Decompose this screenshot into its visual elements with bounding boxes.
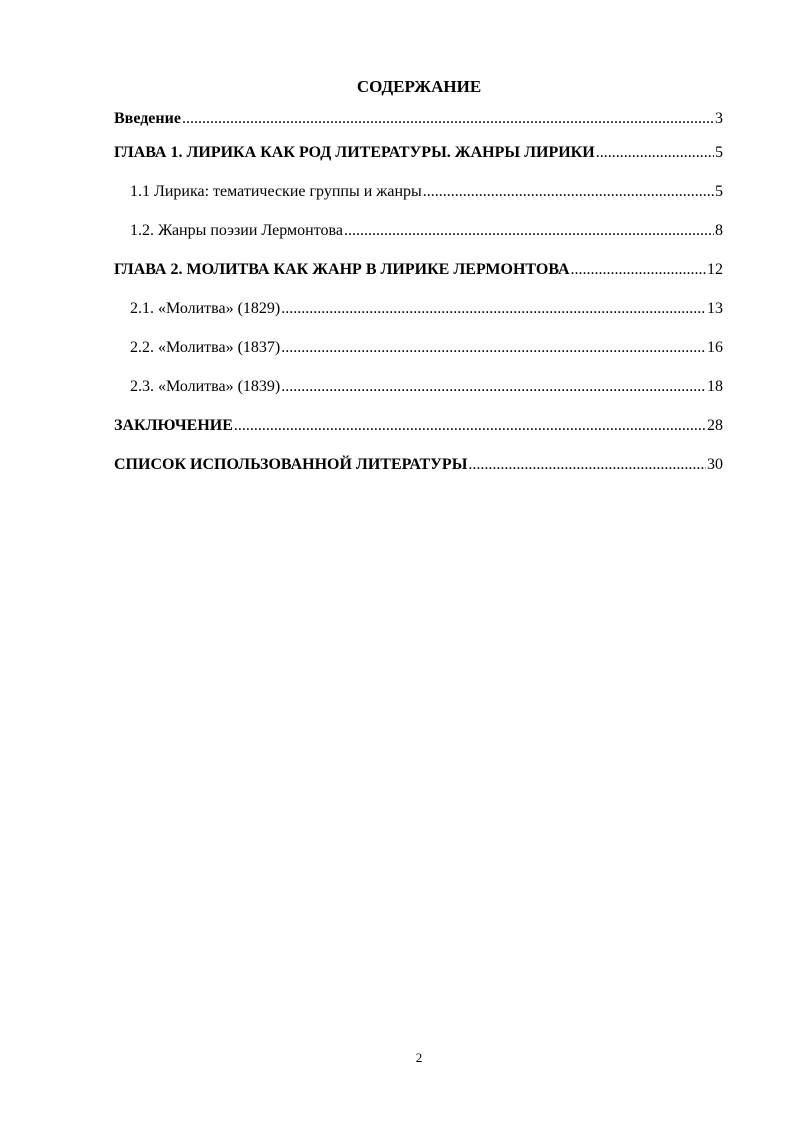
- toc-entry-introduction[interactable]: [114, 108, 723, 135]
- toc-page-number: 5: [715, 183, 723, 200]
- toc-entry-text: 1.2. Жанры поэзии Лермонтова: [130, 222, 343, 239]
- toc-page-number: 13: [707, 300, 723, 317]
- toc-entry-text: ГЛАВА 2. МОЛИТВА КАК ЖАНР В ЛИРИКЕ ЛЕРМОНТОВА: [114, 261, 570, 278]
- dot-leader: [182, 108, 714, 130]
- table-of-contents: [114, 108, 723, 493]
- toc-entry-text: 2.1. «Молитва» (1829): [130, 300, 281, 317]
- toc-entry-chapter-1[interactable]: [114, 142, 723, 181]
- toc-page-number: 8: [715, 222, 723, 239]
- toc-title: СОДЕРЖАНИЕ: [356, 77, 482, 96]
- toc-entry-text: СПИСОК ИСПОЛЬЗОВАННОЙ ЛИТЕРАТУРЫ: [114, 456, 468, 473]
- toc-page-number: 16: [707, 339, 723, 356]
- dot-leader: [596, 142, 714, 164]
- toc-page-number: 3: [715, 110, 723, 127]
- toc-entry-text: 2.2. «Молитва» (1837): [130, 339, 281, 356]
- toc-entry-bibliography[interactable]: [114, 454, 723, 493]
- toc-entry-chapter-2[interactable]: [114, 259, 723, 298]
- toc-entry-section-1-1[interactable]: [114, 181, 723, 220]
- toc-entry-text: Введение: [114, 110, 181, 127]
- toc-entry-section-2-3[interactable]: [114, 376, 723, 415]
- dot-leader: [344, 220, 714, 242]
- dot-leader: [468, 454, 706, 476]
- dot-leader: [571, 259, 706, 281]
- toc-entry-text: 2.3. «Молитва» (1839): [130, 378, 281, 395]
- toc-entry-text: ГЛАВА 1. ЛИРИКА КАК РОД ЛИТЕРАТУРЫ. ЖАНРЫ ЛИРИКИ: [114, 144, 595, 161]
- toc-page-number: 28: [707, 417, 723, 434]
- toc-entry-section-1-2[interactable]: [114, 220, 723, 259]
- dot-leader: [281, 376, 706, 398]
- toc-entry-text: 1.1 Лирика: тематические группы и жанры: [130, 183, 422, 200]
- toc-entry-conclusion[interactable]: [114, 415, 723, 454]
- dot-leader: [234, 415, 706, 437]
- dot-leader: [281, 298, 706, 320]
- toc-page-number: 5: [715, 144, 723, 161]
- toc-page-number: 18: [707, 378, 723, 395]
- dot-leader: [281, 337, 706, 359]
- toc-entry-section-2-1[interactable]: [114, 298, 723, 337]
- toc-entry-text: ЗАКЛЮЧЕНИЕ: [114, 417, 233, 434]
- toc-entry-section-2-2[interactable]: [114, 337, 723, 376]
- page-number-footer: 2: [415, 1050, 423, 1065]
- dot-leader: [423, 181, 714, 203]
- toc-page-number: 12: [707, 261, 723, 278]
- toc-page-number: 30: [707, 456, 723, 473]
